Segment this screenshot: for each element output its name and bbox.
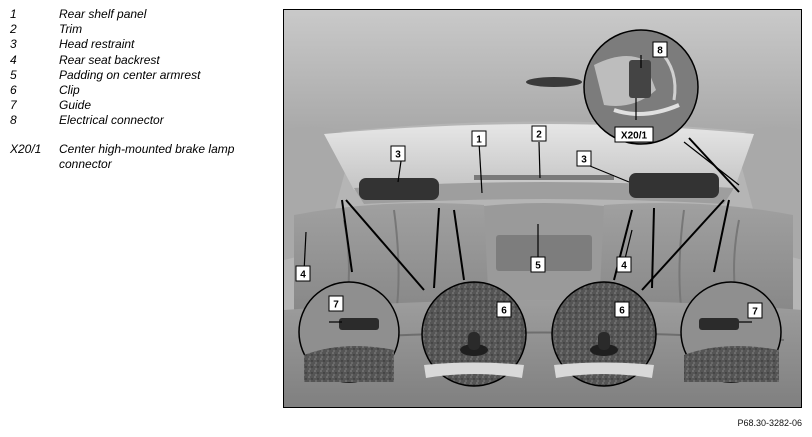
callout-7-right <box>748 303 762 318</box>
legend-item <box>10 83 278 98</box>
callout-6-text: 6 <box>501 305 507 317</box>
callout-1 <box>472 131 486 146</box>
legend-number: 1 <box>10 7 17 21</box>
callout-7-left <box>329 296 343 311</box>
callout-x20-1-text: X20/1 <box>620 130 648 142</box>
callout-8-text: 8 <box>657 45 663 57</box>
callout-7-text: 7 <box>752 306 758 318</box>
rear-seat-illustration <box>283 9 802 408</box>
callout-4-right <box>617 257 631 272</box>
legend-label: Head restraint <box>59 37 135 52</box>
callout-4-text: 4 <box>621 260 627 272</box>
callout-1-text: 1 <box>476 134 482 146</box>
legend-item <box>10 68 278 83</box>
callout-3-text: 3 <box>581 154 587 166</box>
callout-x20-1 <box>615 127 653 142</box>
legend-label: Rear seat backrest <box>59 52 160 67</box>
legend-label: Trim <box>59 22 83 37</box>
legend-number: 7 <box>10 98 17 113</box>
legend-number: 2 <box>10 22 17 37</box>
legend-number: 8 <box>10 113 17 128</box>
legend-label: Clip <box>59 83 80 98</box>
legend-label: Electrical connector <box>59 113 164 128</box>
callout-4-left <box>296 266 310 281</box>
callout-6-left <box>497 302 511 317</box>
legend-connector-item <box>10 142 278 172</box>
legend-label <box>59 142 278 172</box>
callout-7-text: 7 <box>333 299 339 311</box>
callout-4-text: 4 <box>300 269 306 281</box>
callout-2 <box>532 126 546 141</box>
legend-number: 3 <box>10 37 17 52</box>
detail-circle-guide-right <box>681 282 781 382</box>
legend-item <box>10 98 278 113</box>
detail-circle-clip-right <box>552 282 656 386</box>
legend-label-line: Center high-mounted brake lamp <box>59 141 235 156</box>
callout-6-text: 6 <box>619 305 625 317</box>
legend-item <box>10 22 278 37</box>
callout-3-text: 3 <box>395 149 401 161</box>
legend <box>10 7 278 172</box>
detail-circle-clip-left <box>422 282 526 386</box>
legend-item <box>10 7 278 22</box>
legend-item <box>10 53 278 68</box>
trim-strip <box>474 175 614 180</box>
legend-number: 4 <box>10 52 17 67</box>
left-head-restraint <box>359 178 439 200</box>
legend-number: 6 <box>10 83 17 98</box>
legend-label: Guide <box>59 98 92 113</box>
callout-5 <box>531 257 545 272</box>
detail-circle-guide-left <box>299 282 399 382</box>
legend-number: 5 <box>10 67 17 82</box>
figure-code: P68.30-3282-06 <box>737 418 802 428</box>
callout-6-right <box>615 302 629 317</box>
callout-3-right <box>577 151 591 166</box>
right-head-restraint <box>629 173 719 198</box>
callout-3-left <box>391 146 405 161</box>
legend-item <box>10 37 278 52</box>
legend-label: Rear shelf panel <box>59 7 147 21</box>
callout-2-text: 2 <box>536 129 542 141</box>
legend-label-line: connector <box>59 156 112 171</box>
illustration-svg <box>284 10 802 408</box>
callout-5-text: 5 <box>535 260 541 272</box>
callout-8 <box>653 42 667 57</box>
legend-number: X20/1 <box>10 141 42 156</box>
legend-item <box>10 113 278 128</box>
dome-light <box>526 77 582 87</box>
legend-label: Padding on center armrest <box>59 67 201 82</box>
headliner <box>284 10 802 138</box>
